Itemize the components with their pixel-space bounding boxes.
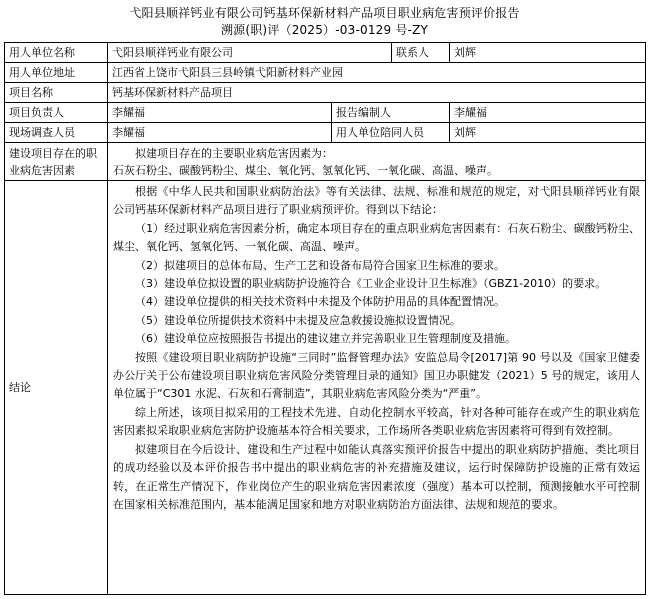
conclusion-paragraph: 根据《中华人民共和国职业病防治法》等有关法律、法规、标准和规范的规定，对弋阳县顺祥钙业有限公司钙基环保新材料产品项目进行了职业病预评价。得到以下结论： — [113, 185, 641, 217]
escort-value: 刘辉 — [450, 123, 646, 143]
conclusion-label: 结论 — [5, 181, 108, 595]
contact-value: 刘辉 — [450, 43, 646, 63]
conclusion-paragraph: 拟建项目在今后设计、建设和生产过程中如能认真落实预评价报告中提出的职业病防护措施、类比项目的成功经验以及本评价报告书中提出的职业病危害的补充措施及建议，运行时保障防护设施的正常有效运转，在正常生产情况下，作业岗位产生的职业病危害因素浓度（强度）基本可以控制，预测接触水平可控制在国家相关标准范围内，基本能满足国家和地方对职业病防治方面法律、法规和规范的要求。 — [113, 442, 641, 511]
employer-value: 弋阳县顺祥钙业有限公司 — [108, 43, 392, 63]
row-conclusion — [5, 181, 646, 595]
hazard-label: 建设项目存在的职业病危害因素 — [5, 143, 108, 181]
author-value: 李耀福 — [450, 103, 646, 123]
investigator-value: 李耀福 — [108, 123, 332, 143]
conclusion-paragraph: （4）建设单位提供的相关技术资料中未提及个体防护用品的具体配置情况。 — [135, 295, 505, 309]
conclusion-paragraph: （6）建设单位应按照报告书提出的建议建立并完善职业卫生管理制度及措施。 — [135, 332, 516, 346]
conclusion-paragraph: （1）经过职业病危害因素分析，确定本项目存在的重点职业病危害因素有：石灰石粉尘、碳酸钙粉尘、煤尘、氧化钙、氢氧化钙、一氧化碳、高温、噪声。 — [113, 221, 641, 254]
report-summary-table — [4, 42, 646, 595]
report-title: 弋阳县顺祥钙业有限公司钙基环保新材料产品项目职业病危害预评价报告 — [129, 6, 520, 20]
row-address — [5, 63, 646, 83]
conclusion-paragraph: （3）建设单位拟设置的职业病防护设施符合《工业企业设计卫生标准》（GBZ1-2010）的要求。 — [135, 277, 607, 291]
leader-value: 李耀福 — [108, 103, 332, 123]
hazard-intro: 拟建项目存在的主要职业病危害因素为： — [135, 146, 333, 160]
project-value: 钙基环保新材料产品项目 — [108, 83, 646, 103]
address-value: 江西省上饶市弋阳县三县岭镇弋阳新材料产业园 — [108, 63, 646, 83]
hazard-list: 石灰石粉尘、碳酸钙粉尘、煤尘、氧化钙、氢氧化钙、一氧化碳、高温、噪声。 — [113, 163, 498, 177]
conclusion-text — [108, 181, 646, 595]
hazard-value — [108, 143, 646, 181]
contact-label: 联系人 — [392, 43, 450, 63]
project-label: 项目名称 — [5, 83, 108, 103]
conclusion-paragraph: 按照《建设项目职业病防护设施“三同时”监督管理办法》安监总局令[2017]第 90 号以及《国家卫健委办公厅关于公布建设项目职业病危害风险分类管理目录的通知》国卫办职健发（2021）5 号的规定，该用人单位属于“C301 水泥、石灰和石膏制造”，其职业病危害风险分类为“严重”。 — [113, 350, 641, 401]
report-number: 溯源(职)评（2025）-03-0129 号-ZY — [220, 23, 429, 37]
row-investigator — [5, 123, 646, 143]
employer-label: 用人单位名称 — [5, 43, 108, 63]
author-label: 报告编制人 — [332, 103, 450, 123]
row-hazards — [5, 143, 646, 181]
conclusion-paragraph: （2）拟建项目的总体布局、生产工艺和设备布局符合国家卫生标准的要求。 — [135, 258, 505, 272]
row-leader — [5, 103, 646, 123]
row-project — [5, 83, 646, 103]
row-employer — [5, 43, 646, 63]
escort-label: 用人单位陪同人员 — [332, 123, 450, 143]
conclusion-paragraph: （5）建设单位所提供技术资料中未提及应急救援设施拟设置情况。 — [135, 313, 461, 327]
address-label: 用人单位地址 — [5, 63, 108, 83]
conclusion-paragraph: 综上所述，该项目拟采用的工程技术先进、自动化控制水平较高，针对各种可能存在或产生的职业病危害因素拟采取职业病危害防护设施基本符合相关要求，工作场所各类职业病危害因素将可得到有效控制。 — [113, 405, 641, 438]
investigator-label: 现场调查人员 — [5, 123, 108, 143]
leader-label: 项目负责人 — [5, 103, 108, 123]
